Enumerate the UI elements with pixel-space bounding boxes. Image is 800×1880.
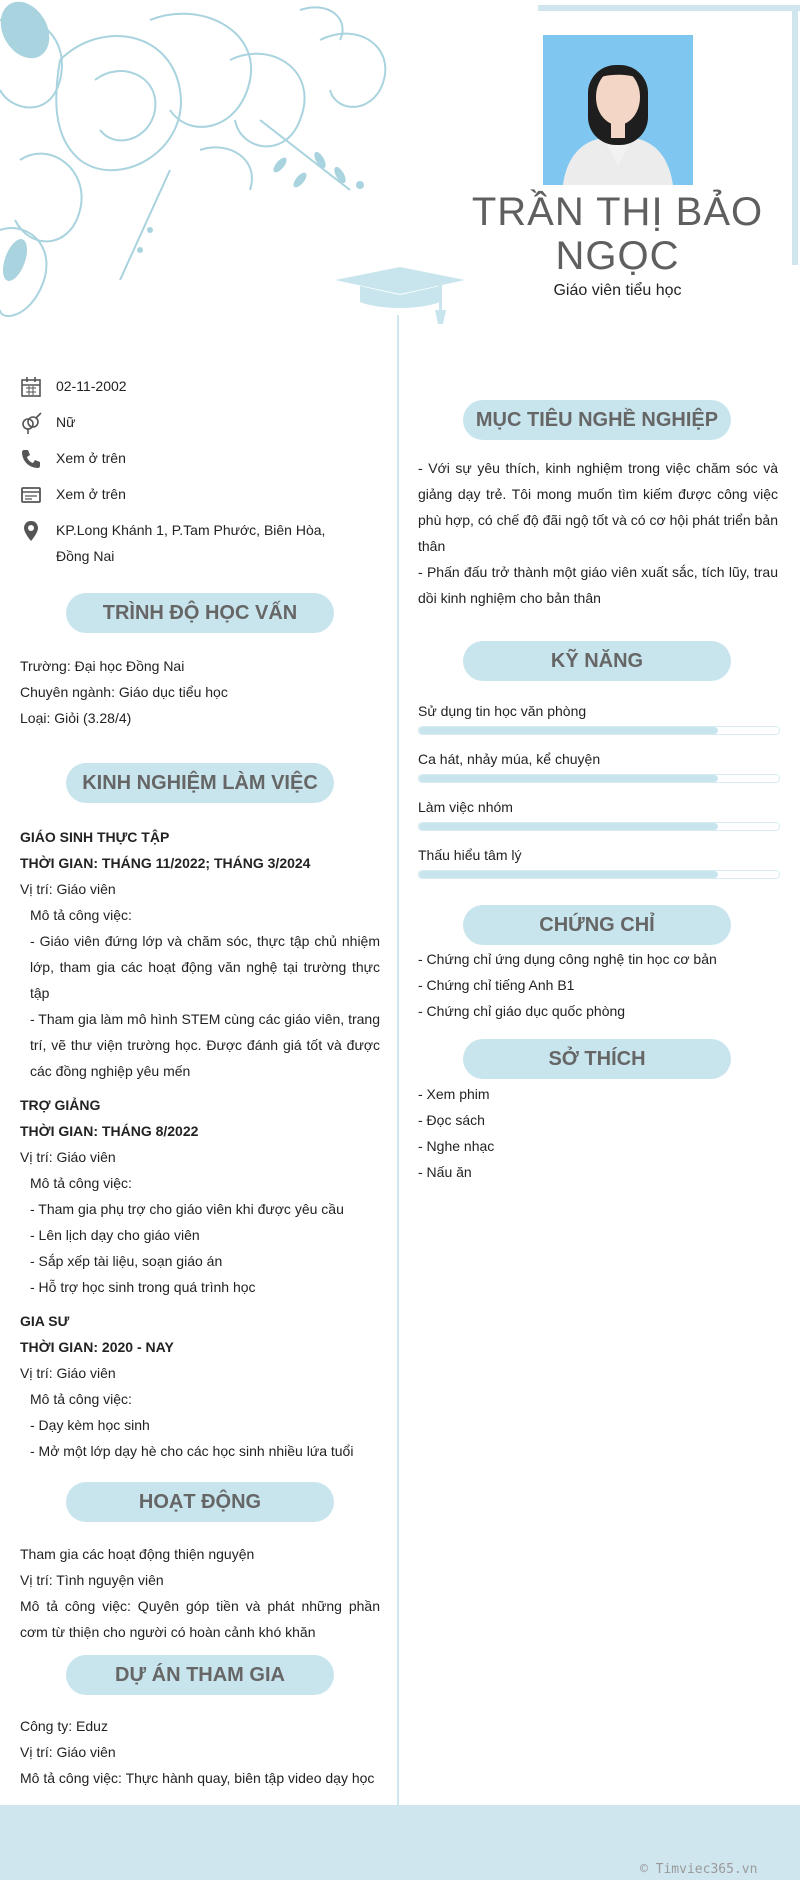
skill-item bbox=[418, 696, 778, 735]
job-time: THỜI GIAN: 2020 - NAY bbox=[20, 1339, 174, 1355]
job-desc-label: Mô tả công việc: bbox=[30, 1175, 132, 1191]
contact-phone bbox=[20, 445, 390, 471]
contact-address bbox=[20, 517, 390, 569]
section-title-skills: KỸ NĂNG bbox=[463, 641, 731, 681]
hobby-item: - Nấu ăn bbox=[418, 1164, 472, 1180]
activity-line: Vị trí: Tình nguyện viên bbox=[20, 1572, 164, 1588]
projects-section bbox=[20, 1713, 380, 1791]
project-line: Mô tả công việc: Thực hành quay, biên tập video dạy học bbox=[20, 1770, 375, 1786]
job-time: THỜI GIAN: THÁNG 8/2022 bbox=[20, 1123, 199, 1139]
frame-line-right bbox=[792, 5, 798, 265]
education-section bbox=[20, 653, 380, 731]
certificate-item: - Chứng chỉ tiếng Anh B1 bbox=[418, 977, 575, 993]
skill-bar-fill bbox=[419, 775, 718, 782]
address-value: KP.Long Khánh 1, P.Tam Phước, Biên Hòa, Đồng Nai bbox=[56, 522, 326, 564]
job-desc-item: - Dạy kèm học sinh bbox=[30, 1417, 150, 1433]
contact-gender bbox=[20, 409, 390, 435]
skill-bar-track bbox=[418, 726, 780, 735]
job-desc-label: Mô tả công việc: bbox=[30, 907, 132, 923]
candidate-name: TRẦN THỊ BẢO NGỌC bbox=[471, 190, 764, 278]
certificate-item: - Chứng chỉ giáo dục quốc phòng bbox=[418, 1003, 626, 1019]
hobbies-section bbox=[418, 1081, 778, 1185]
job-role: GIÁO SINH THỰC TẬP bbox=[20, 829, 170, 845]
job-entry bbox=[20, 824, 380, 1084]
project-line: Công ty: Eduz bbox=[20, 1718, 108, 1734]
column-divider bbox=[397, 315, 399, 1805]
skill-bar-track bbox=[418, 822, 780, 831]
certificates-section bbox=[418, 946, 778, 1024]
profile-photo bbox=[543, 35, 693, 185]
email-icon bbox=[20, 484, 42, 506]
certificate-item: - Chứng chỉ ứng dụng công nghệ tin học cơ bản bbox=[418, 951, 717, 967]
objective-line: - Với sự yêu thích, kinh nghiệm trong việc chăm sóc và giảng dạy trẻ. Tôi mong muốn tìm kiếm được công việc phù hợp, có chế độ đãi ngộ tốt và có cơ hội phát triển bản thân bbox=[418, 460, 778, 554]
job-desc-item: - Hỗ trợ học sinh trong quá trình học bbox=[30, 1279, 256, 1295]
section-title-hobbies: SỞ THÍCH bbox=[463, 1039, 731, 1079]
section-title-objective: MỤC TIÊU NGHỀ NGHIỆP bbox=[463, 400, 731, 440]
skill-bar-track bbox=[418, 774, 780, 783]
skill-label: Sử dụng tin học văn phòng bbox=[418, 703, 587, 719]
phone-value: Xem ở trên bbox=[56, 450, 126, 466]
job-position: Vị trí: Giáo viên bbox=[20, 881, 116, 897]
watermark: © Timviec365.vn bbox=[640, 1862, 758, 1877]
skill-item bbox=[418, 744, 778, 783]
section-title-activities: HOẠT ĐỘNG bbox=[66, 1482, 334, 1522]
job-desc-item: - Sắp xếp tài liệu, soạn giáo án bbox=[30, 1253, 223, 1269]
objective-section bbox=[418, 455, 778, 611]
section-title-experience: KINH NGHIỆM LÀM VIỆC bbox=[66, 763, 334, 803]
gender-icon bbox=[20, 412, 42, 434]
hobby-item: - Đọc sách bbox=[418, 1112, 485, 1128]
email-value: Xem ở trên bbox=[56, 486, 126, 502]
job-position: Vị trí: Giáo viên bbox=[20, 1365, 116, 1381]
hobby-item: - Xem phim bbox=[418, 1086, 490, 1102]
skill-label: Thấu hiểu tâm lý bbox=[418, 847, 522, 863]
job-title: Giáo viên tiểu học bbox=[553, 282, 682, 299]
birthday-value: 02-11-2002 bbox=[56, 378, 127, 394]
job-desc-label: Mô tả công việc: bbox=[30, 1391, 132, 1407]
job-desc-item: - Tham gia làm mô hình STEM cùng các giáo viên, trang trí, vẽ thư viện trường học. Được đánh giá tốt và được các đồng nghiệp yêu mến bbox=[30, 1011, 380, 1079]
skill-item bbox=[418, 792, 778, 831]
skill-bar-track bbox=[418, 870, 780, 879]
job-desc-item: - Mở một lớp dạy hè cho các học sinh nhiều lứa tuổi bbox=[30, 1443, 354, 1459]
skill-bar-fill bbox=[419, 823, 718, 830]
hobby-item: - Nghe nhạc bbox=[418, 1138, 495, 1154]
job-role: TRỢ GIẢNG bbox=[20, 1097, 101, 1113]
activities-section bbox=[20, 1541, 380, 1645]
job-desc-item: - Tham gia phụ trợ cho giáo viên khi được yêu cầu bbox=[30, 1201, 344, 1217]
gender-value: Nữ bbox=[56, 414, 76, 430]
section-title-education: TRÌNH ĐỘ HỌC VẤN bbox=[66, 593, 334, 633]
job-position: Vị trí: Giáo viên bbox=[20, 1149, 116, 1165]
education-line: Loại: Giỏi (3.28/4) bbox=[20, 710, 132, 726]
calendar-icon bbox=[20, 376, 42, 398]
skill-bar-fill bbox=[419, 871, 718, 878]
job-role: GIA SƯ bbox=[20, 1313, 70, 1329]
contact-birthday bbox=[20, 373, 390, 399]
section-title-certificates: CHỨNG CHỈ bbox=[463, 905, 731, 945]
skill-label: Làm việc nhóm bbox=[418, 799, 513, 815]
skill-label: Ca hát, nhảy múa, kể chuyện bbox=[418, 751, 601, 767]
skill-item bbox=[418, 840, 778, 879]
frame-line-top bbox=[538, 5, 800, 11]
project-line: Vị trí: Giáo viên bbox=[20, 1744, 116, 1760]
graduation-cap-icon bbox=[335, 262, 465, 332]
education-line: Chuyên ngành: Giáo dục tiểu học bbox=[20, 684, 228, 700]
activity-line: Tham gia các hoạt động thiện nguyện bbox=[20, 1546, 255, 1562]
activity-line: Mô tả công việc: Quyên góp tiền và phát những phần cơm từ thiện cho người có hoàn cảnh khó khăn bbox=[20, 1598, 380, 1640]
education-line: Trường: Đại học Đồng Nai bbox=[20, 658, 185, 674]
job-desc-item: - Lên lịch dạy cho giáo viên bbox=[30, 1227, 200, 1243]
phone-icon bbox=[20, 448, 42, 470]
contact-email bbox=[20, 481, 390, 507]
job-time: THỜI GIAN: THÁNG 11/2022; THÁNG 3/2024 bbox=[20, 855, 311, 871]
job-entry bbox=[20, 1308, 380, 1464]
location-pin-icon bbox=[20, 520, 42, 542]
objective-line: - Phấn đấu trở thành một giáo viên xuất sắc, tích lũy, trau dồi kinh nghiệm cho bản thân bbox=[418, 564, 778, 606]
section-title-projects: DỰ ÁN THAM GIA bbox=[66, 1655, 334, 1695]
experience-section bbox=[20, 824, 380, 1464]
skill-bar-fill bbox=[419, 727, 718, 734]
job-desc-item: - Giáo viên đứng lớp và chăm sóc, thực tập chủ nhiệm lớp, tham gia các hoạt động văn nghệ tại trường thực tập bbox=[30, 933, 380, 1001]
job-entry bbox=[20, 1092, 380, 1300]
